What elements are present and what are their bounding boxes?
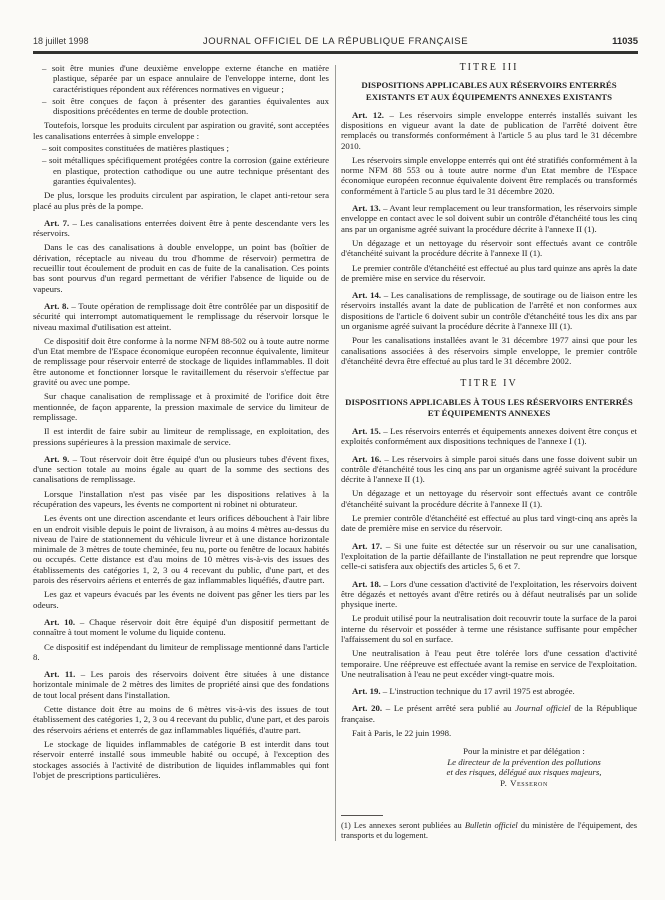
article-paragraph: Art. 16. – Les réservoirs à simple paroi situés dans une fosse doivent subir un contrôle d'étanchéité tous les cinq ans par un organisme agréé suivant la procédure décrite à l'annexe II (1).	[341, 453, 637, 485]
section-heading: DISPOSITIONS APPLICABLES À TOUS LES RÉSERVOIRS ENTERRÉS ET ÉQUIPEMENTS ANNEXES	[345, 396, 633, 418]
article-paragraph: Art. 10. – Chaque réservoir doit être équipé d'un dispositif permettant de connaître à tout moment le volume du liquide contenu.	[33, 616, 329, 638]
left-column	[33, 63, 329, 841]
text-columns	[33, 63, 638, 841]
list-item: – soit métalliques spécifiquement protégées contre la corrosion (gaine extérieure en plastique, protection cathodique ou une autre technique présentant des garanties équivalentes).	[42, 155, 329, 186]
header-rule	[33, 51, 638, 54]
article-number: Art. 9.	[44, 453, 70, 464]
article-number: Art. 10.	[44, 616, 76, 627]
italic-text: Bulletin officiel	[464, 820, 518, 830]
article-number: Art. 15.	[352, 425, 381, 436]
italic-text: Journal officiel	[515, 703, 571, 714]
signature-name: P. Vesseron	[500, 778, 548, 789]
article-number: Art. 16.	[352, 453, 382, 464]
paragraph: Un dégazage et un nettoyage du réservoir sont effectués avant ce contrôle d'étanchéité suivant la procédure décrite à l'annexe II (1).	[341, 488, 637, 509]
signature-role-line: et des risques, délégué aux risques majeurs,	[446, 766, 602, 777]
article-number: Art. 17.	[352, 540, 383, 551]
right-column	[341, 63, 637, 841]
list-item: – soit être munies d'une deuxième enveloppe externe étanche en matière plastique, séparée par un espace annulaire de l'enveloppe interne, dont les caractéristiques répondent aux références normatives en vigueur ;	[42, 63, 329, 94]
title-heading: TITRE IV	[460, 378, 518, 390]
page-header	[33, 36, 638, 47]
article-number: Art. 14.	[352, 290, 382, 301]
article-number: Art. 11.	[44, 669, 76, 680]
paragraph: Les gaz et vapeurs évacués par les évents ne doivent pas gêner les tiers par les odeurs.	[33, 589, 329, 610]
paragraph: Pour les canalisations installées avant le 31 décembre 1977 ainsi que pour les canalisations associées à des réservoirs simple enveloppe, le premier contrôle d'étanchéité devra être effectué au plus tard le 31 décembre 2002.	[341, 335, 637, 366]
article-number: Art. 19.	[352, 686, 381, 697]
paragraph: Cette distance doit être au moins de 6 mètres vis-à-vis des issues de tout établissement des catégories 1, 2, 3 ou 4 recevant du public, d'une part, et des parois des réservoirs aériens et enterrés de gaz inflammables liquéfiés, d'autre part.	[33, 704, 329, 735]
journal-title: JOURNAL OFFICIEL DE LA RÉPUBLIQUE FRANÇAISE	[202, 36, 469, 47]
list-item: – soit être conçues de façon à présenter des garanties équivalentes aux dispositions précédentes en terme de double protection.	[42, 95, 329, 117]
paragraph: De plus, lorsque les produits circulent par aspiration, le clapet anti-retour sera placé au plus près de la pompe.	[33, 190, 329, 211]
paragraph: Le premier contrôle d'étanchéité est effectué au plus tard quinze ans après la date de première mise en service du réservoir.	[341, 262, 637, 283]
paragraph: Les réservoirs simple enveloppe enterrés qui ont été stratifiés conformément à la norme NFM 88 553 ou à toute autre norme d'un Etat membre de l'Espace économique européen reconnue équivalente doivent être remplacés ou transformés conformément à l'article 5 au plus tard le 31 décembre 2020.	[341, 154, 637, 196]
paragraph: Toutefois, lorsque les produits circulent par aspiration ou gravité, sont acceptées les canalisations enterrées à simple enveloppe :	[33, 120, 329, 141]
footnote: (1) Les annexes seront publiées au Bulletin officiel du ministère de l'équipement, des transports et du logement.	[341, 815, 637, 841]
page-number: 11035	[612, 36, 638, 47]
article-number: Art. 7.	[44, 217, 70, 228]
article-paragraph: Art. 12. – Les réservoirs simple enveloppe enterrés installés suivant les dispositions en vigueur avant la date de publication de l'arrêté doivent être remplacés ou transformés conformément à l'article 5 au plus tard le 31 décembre 2010.	[341, 109, 637, 151]
signature-role-line: Le directeur de la prévention des pollutions	[447, 756, 601, 767]
paragraph: Le premier contrôle d'étanchéité est effectué au plus tard vingt-cinq ans après la date de première mise en service du réservoir.	[341, 513, 637, 534]
signature-line: Pour la ministre et par délégation :	[463, 746, 585, 757]
paragraph: Sur chaque canalisation de remplissage et à proximité de l'orifice doit être mentionnée, de façon apparente, la pression maximale de service du limiteur de remplissage.	[33, 391, 329, 422]
paragraph: Un dégazage et un nettoyage du réservoir sont effectués avant ce contrôle d'étanchéité suivant la procédure décrite à l'annexe II (1).	[341, 237, 637, 259]
paragraph: Le stockage de liquides inflammables de catégorie B est interdit dans tout réservoir enterré installé sous immeuble habité ou occupé, à l'exception des stockages associés à l'activité de distribution de liquides inflammables qui font l'objet de prescriptions particulières.	[33, 738, 329, 780]
article-number: Art. 12.	[352, 109, 384, 120]
article-paragraph: Art. 20. – Le présent arrêté sera publié au Journal officiel de la République française.	[341, 703, 637, 724]
paragraph: Une neutralisation à l'eau peut être tolérée lors d'une cessation d'activité temporaire. Une réépreuve est effectuée avant la remise en service de l'exploitation. Une neutralisation à l'eau ne peut excéder vingt-quatre mois.	[341, 648, 637, 679]
column-divider	[335, 65, 336, 841]
paragraph: Ce dispositif doit être conforme à la norme NFM 88-502 ou à toute autre norme d'un Etat membre de l'Espace économique européen reconnue équivalente, limiteur de remplissage pour réservoir enterré de stockage de liquides inflammables. Il doit être autonome et fonctionner lorsque le ravitaillement du réservoir s'effectue par gravité ou avec une pompe.	[33, 335, 329, 388]
article-number: Art. 20.	[352, 703, 383, 714]
article-paragraph: Art. 8. – Toute opération de remplissage doit être contrôlée par un dispositif de sécurité qui interrompt automatiquement le remplissage du réservoir lorsque le niveau maximal d'utilisation est atteint.	[33, 300, 329, 332]
article-number: Art. 18.	[352, 578, 381, 589]
article-paragraph: Art. 17. – Si une fuite est détectée sur un réservoir ou sur une canalisation, l'exploitation de la partie défaillante de l'installation ne peut reprendre que lorsque celle-ci satisfera aux objectifs des articles 5, 6 et 7.	[341, 540, 638, 572]
header-date: 18 juillet 1998	[33, 36, 89, 46]
title-heading: TITRE III	[459, 62, 519, 73]
paragraph: Les évents ont une direction ascendante et leurs orifices débouchent à l'air libre en un endroit visible depuis le point de livraison, à au moins 4 mètres au-dessus du niveau de l'aire de stationnement du véhicule livreur et à une distance horizontale minimale de 3 mètres de toute cheminée, feu nu, porte ou fenêtre de locaux habités ou occupés. Cette distance est d'au moins de 10 mètres vis-à-vis des issues des établissements des catégories 1, 2, 3 ou 4 recevant du public, d'une part, et des parois des réservoirs aériens et enterrés de gaz inflammables liquéfiés, d'autre part.	[33, 513, 329, 586]
article-paragraph: Art. 11. – Les parois des réservoirs doivent être situées à une distance horizontale minimale de 2 mètres des limites de propriété ainsi que des fondations de tout local présent dans l'installation.	[33, 669, 329, 700]
paragraph: Il est interdit de faire subir au limiteur de remplissage, en exploitation, des pressions supérieures à la pression maximale de service.	[33, 426, 329, 447]
article-paragraph: Art. 19. – L'instruction technique du 17 avril 1975 est abrogée.	[352, 686, 575, 697]
paragraph: Ce dispositif est indépendant du limiteur de remplissage mentionné dans l'article 8.	[33, 641, 329, 662]
article-paragraph: Art. 15. – Les réservoirs enterrés et équipements annexes doivent être conçus et exploités conformément aux dispositions techniques de l'annexe I (1).	[341, 425, 637, 447]
paragraph: Lorsque l'installation n'est pas visée par les dispositions relatives à la récupération des vapeurs, les évents ne comportent ni robinet ni obturateur.	[33, 488, 329, 509]
article-paragraph: Art. 9. – Tout réservoir doit être équipé d'un ou plusieurs tubes d'évent fixes, d'une section totale au moins égale au quart de la somme des sections des canalisations de remplissage.	[33, 453, 330, 485]
paragraph: Le produit utilisé pour la neutralisation doit recouvrir toute la surface de la paroi interne du réservoir et posséder à terme une résistance suffisante pour empêcher l'affaissement du sol en surface.	[341, 613, 637, 644]
article-paragraph: Art. 18. – Lors d'une cessation d'activité de l'exploitation, les réservoirs doivent être dégazés et nettoyés avant d'être retirés ou à défaut neutralisés par un solide physique inerte.	[341, 578, 637, 610]
article-paragraph: Art. 13. – Avant leur remplacement ou leur transformation, les réservoirs simple enveloppe en contact avec le sol doivent subir un contrôle d'étanchéité tous les cinq ans par un organisme agréé suivant la procédure décrite à l'annexe II (1).	[341, 203, 637, 234]
paragraph: Fait à Paris, le 22 juin 1998.	[352, 728, 452, 739]
section-heading: DISPOSITIONS APPLICABLES AUX RÉSERVOIRS ENTERRÉS EXISTANTS ET AUX ÉQUIPEMENTS ANNEXES EXISTANTS	[361, 80, 617, 102]
article-number: Art. 13.	[352, 203, 381, 214]
list-item: – soit composites constituées de matières plastiques ;	[42, 143, 229, 154]
article-paragraph: Art. 14. – Les canalisations de remplissage, de soutirage ou de liaison entre les réservoirs installés avant la date de publication de l'arrêté et non conformes aux dispositions de l'article 6 doivent subir un contrôle d'étanchéité tous les dix ans par un organisme agréé suivant la procédure décrite à l'annexe III (1).	[341, 290, 637, 332]
article-paragraph: Art. 7. – Les canalisations enterrées doivent être à pente descendante vers les réservoirs.	[33, 217, 330, 239]
paragraph: Dans le cas des canalisations à double enveloppe, un point bas (boîtier de dérivation, réceptacle au niveau du trou d'homme de réservoir) permettra de recueillir tout écoulement de produit en cas de fuite de la canalisation. Ces points bas sont pourvus d'un regard permettant de vérifier l'absence de liquide ou de vapeurs.	[33, 242, 329, 294]
article-number: Art. 8.	[44, 300, 69, 311]
